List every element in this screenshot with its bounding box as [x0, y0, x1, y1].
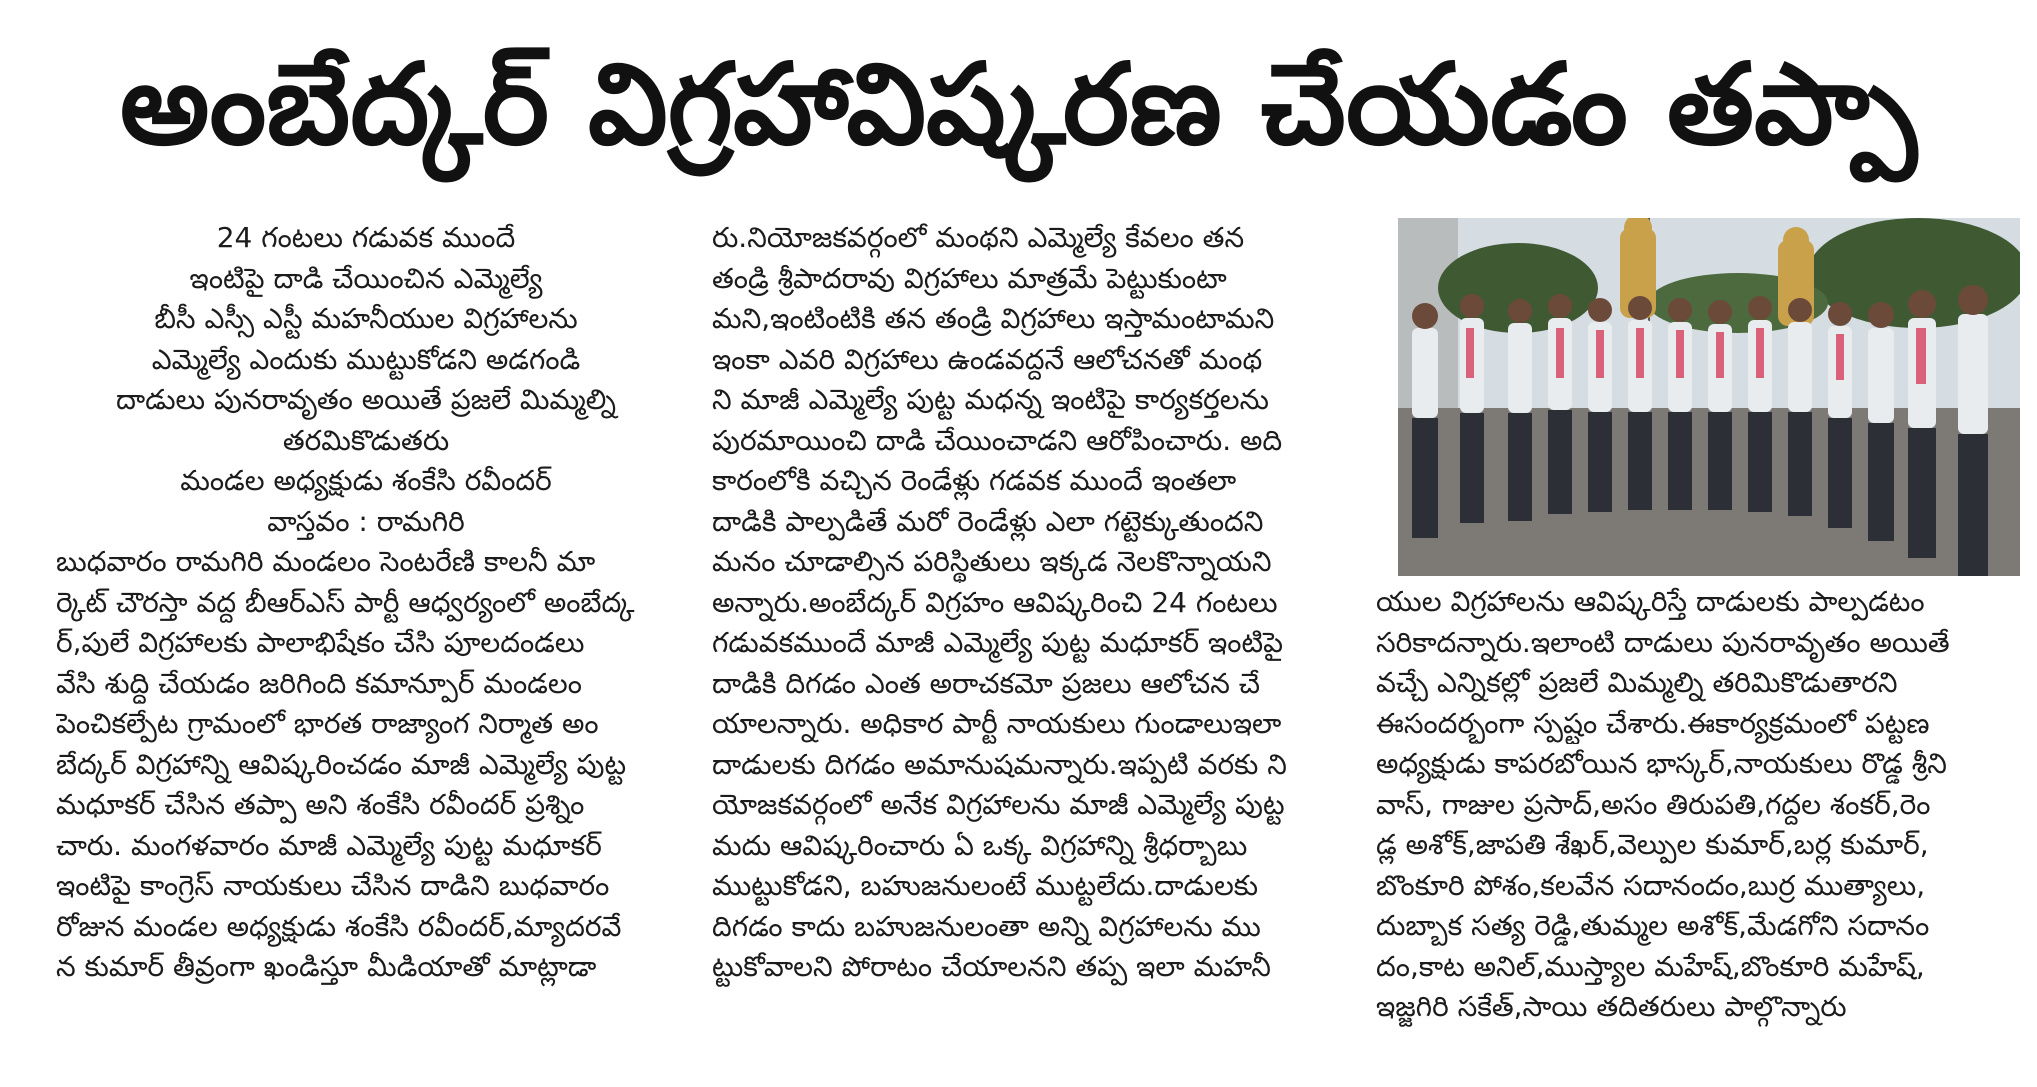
text-line: గడువకముందే మాజీ ఎమ్మెల్యే పుట్ట మధూకర్ ఇంటిపై [712, 626, 1283, 659]
text-line: అధ్యక్షుడు కాపరబోయిన భాస్కర్,నాయకులు రొడ్డ శ్రీని [1376, 747, 1947, 780]
subheads [56, 218, 676, 542]
text-line: ఇంకా ఎవరి విగ్రహాలు ఉండవద్దనే ఆలోచనతో మంథ [712, 342, 1263, 376]
text-line: వచ్చే ఎన్నికల్లో ప్రజలే మిమ్మల్ని తరిమికొడుతారని [1376, 666, 1898, 699]
text-line: యుల విగ్రహాలను ఆవిష్కరిస్తే దాడులకు పాల్పడటం [1376, 585, 1925, 618]
dateline: వాస్తవం : రామగిరి [267, 504, 465, 538]
text-line: దాడికి పాల్పడితే మరో రెండేళ్లు ఎలా గట్టెక్కుతుందని [712, 504, 1264, 538]
text-line: దాడులకు దిగడం అమానుషమన్నారు.ఇప్పటి వరకు ని [712, 747, 1287, 781]
subhead: దాడులు పునరావృతం అయితే ప్రజలే మిమ్మల్ని [116, 383, 616, 416]
text-line: తండ్రి శ్రీపాదరావు విగ్రహాలు మాత్రమే పెట్టుకుంటా [712, 261, 1227, 295]
column-2 [712, 218, 1352, 988]
text-line: దిగడం కాదు బహుజనులంతా అన్ని విగ్రహాలను ము [712, 909, 1261, 943]
text-line: ట్టుకోవాలని పోరాటం చేయాలనని తప్ప ఇలా మహనీ [712, 950, 1271, 983]
subhead: ఎమ్మెల్యే ఎందుకు ముట్టుకోడని అడగండి [151, 342, 581, 376]
subhead: మండల అధ్యక్షుడు శంకేసి రవీందర్ [180, 464, 552, 497]
text-line: రు.నియోజకవర్గంలో మంథని ఎమ్మెల్యే కేవలం తన [712, 221, 1245, 254]
text-line: ముట్టుకోడని, బహుజనులంటే ముట్టలేదు.దాడులకు [712, 869, 1259, 902]
subhead: బీసీ ఎస్సీ ఎస్టీ మహనీయుల విగ్రహాలను [154, 302, 578, 335]
text-line: చారు. మంగళవారం మాజీ ఎమ్మెల్యే పుట్ట మధూకర్ [56, 828, 602, 862]
body-text [56, 542, 676, 988]
text-line: దం,కాట అనిల్,ముస్త్యాల మహేష్,బొంకూరి మహేష్, [1376, 949, 1925, 983]
column-1 [56, 218, 676, 988]
column-3 [1376, 582, 2016, 1028]
text-line: మదు ఆవిష్కరించారు ఏ ఒక్క విగ్రహాన్ని శ్రీధర్బాబు [712, 828, 1248, 862]
text-line: డ్ల అశోక్,జాపతి శేఖర్,వెల్పుల కుమార్,బర్ల కుమార్, [1376, 828, 1929, 861]
text-line: మధూకర్ చేసిన తప్పా అని శంకేసి రవీందర్ ప్రశ్నిం [56, 788, 585, 821]
text-line: ఇజ్జగిరి సకేత్,సాయి తదితరులు పాల్గొన్నారు [1376, 990, 1847, 1023]
subhead: తరమికొడుతరు [282, 423, 450, 457]
news-photo [1398, 218, 2020, 576]
text-line: యోజకవర్గంలో అనేక విగ్రహాలను మాజీ ఎమ్మెల్యే పుట్ట [712, 788, 1285, 821]
text-line: కారంలోకి వచ్చిన రెండేళ్లు గడవక ముందే ఇంతలా [712, 464, 1237, 497]
subhead: ఇంటిపై దాడి చేయించిన ఎమ్మెల్యే [189, 261, 543, 295]
text-line: వాస్, గాజుల ప్రసాద్,అసం తిరుపతి,గద్దల శంకర్,రెం [1376, 787, 1931, 821]
text-line: అన్నారు.అంబేద్కర్ విగ్రహం ఆవిష్కరించి 24 గంటలు [712, 585, 1278, 619]
text-line: పెంచికల్పేట గ్రామంలో భారత రాజ్యాంగ నిర్మాత అం [56, 707, 599, 740]
text-line: సరికాదన్నారు.ఇలాంటి దాడులు పునరావృతం అయితే [1376, 625, 1950, 659]
text-line: న కుమార్ తీవ్రంగా ఖండిస్తూ మీడియాతో మాట్లాడా [56, 950, 597, 983]
text-line: మని,ఇంటింటికి తన తండ్రి విగ్రహాలు ఇస్తామంటామని [712, 302, 1275, 335]
subhead: 24 గంటలు గడువక ముందే [216, 221, 516, 254]
text-line: దాడికి దిగడం ఎంత అరాచకమో ప్రజలు ఆలోచన చే [712, 666, 1261, 700]
text-line: బొంకూరి పోశం,కలవేన సదానందం,బుర్ర ముత్యాలు, [1376, 868, 1926, 902]
text-line: యాలన్నారు. అధికార పార్టీ నాయకులు గుండాలుఇలా [712, 707, 1282, 740]
text-line: వేసి శుద్ధి చేయడం జరిగింది కమాన్పూర్ మండలం [56, 666, 582, 700]
text-line: ర్కెట్ చౌరస్తా వద్ద బీఆర్ఎస్ పార్టీ ఆధ్వర్యంలో అంబేద్క [56, 585, 635, 619]
text-line: బేద్కర్ విగ్రహాన్ని ఆవిష్కరించడం మాజీ ఎమ్మెల్యే పుట్ట [56, 747, 627, 781]
text-line: దుబ్బాక సత్య రెడ్డి,తుమ్మల అశోక్,మేడగోని సదానం [1376, 909, 1930, 942]
text-line: పురమాయించి దాడి చేయించాడని ఆరోపించారు. అది [712, 423, 1283, 457]
headline: అంబేద్కర్ విగ్రహావిష్కరణ చేయడం తప్పా [119, 40, 1918, 170]
text-line: ఈసందర్భంగా స్పష్టం చేశారు.ఈకార్యక్రమంలో పట్టణ [1376, 706, 1930, 740]
text-line: ఇంటిపై కాంగ్రెస్ నాయకులు చేసిన దాడిని బుధవారం [56, 869, 610, 902]
text-line: మనం చూడాల్సిన పరిస్థితులు ఇక్కడ నెలకొన్నాయని [712, 545, 1272, 578]
text-line: ర్,పులే విగ్రహాలకు పాలాభిషేకం చేసి పూలదండలు [56, 626, 585, 659]
text-line: ని మాజీ ఎమ్మెల్యే పుట్ట మధన్న ఇంటిపై కార్యకర్తలను [712, 383, 1269, 416]
text-line: రోజున మండల అధ్యక్షుడు శంకేసి రవీందర్,మ్యాదరవే [56, 909, 622, 943]
text-line: బుధవారం రామగిరి మండలం సెంటరేణి కాలనీ మా [56, 545, 596, 578]
